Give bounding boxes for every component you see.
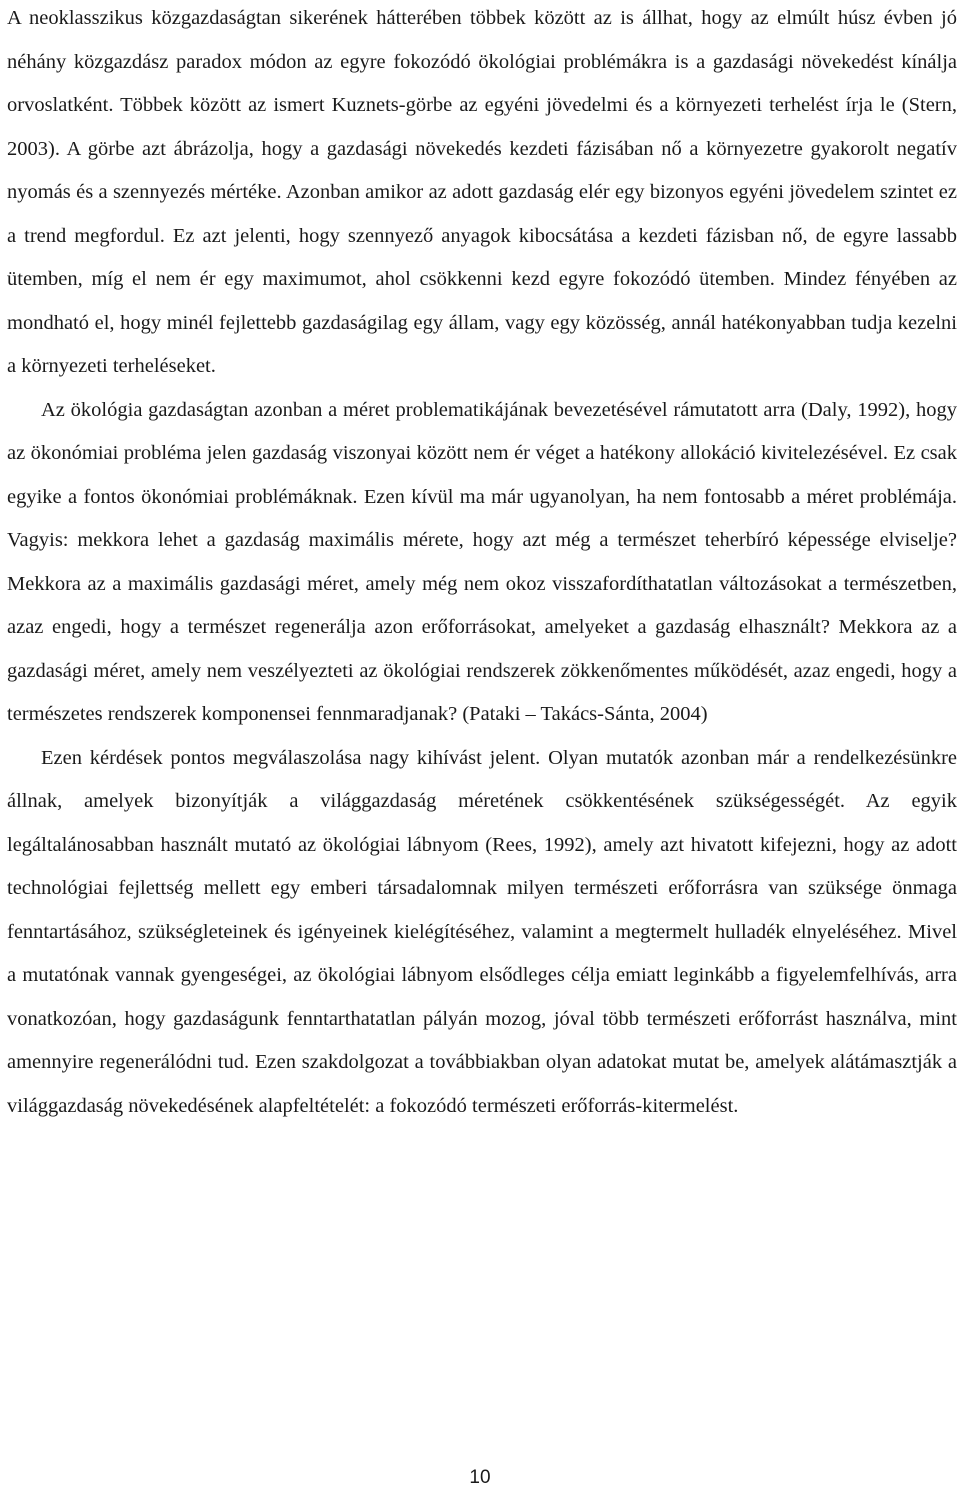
page-number: 10 bbox=[469, 1467, 491, 1488]
document-page bbox=[7, 0, 957, 1128]
paragraph-ecological-economics: Az ökológia gazdaságtan azonban a méret problematikájának bevezetésével rámutatott arra (Daly, 1992), hogy az ökonómiai probléma jelen gazdaság viszonyai között nem ér véget a hatékony allokáció kivitelezésével. Ez csak egyike a fontos ökonómiai problémáknak. Ezen kívül ma már ugyanolyan, ha nem fontosabb a méret problémája. Vagyis: mekkora lehet a gazdaság maximális mérete, hogy azt még a természet teherbíró képessége elviselje? Mekkora az a maximális gazdasági méret, amely még nem okoz visszafordíthatatlan változásokat a természetben, azaz engedi, hogy a természet regenerálja azon erőforrásokat, amelyeket a gazdaság elhasznált? Mekkora az a gazdasági méret, amely nem veszélyezteti az ökológiai rendszerek zökkenőmentes működését, azaz engedi, hogy a természetes rendszerek komponensei fennmaradjanak? (Pataki – Takács-Sánta, 2004) bbox=[7, 398, 957, 725]
paragraph-kuznets-curve: A neoklasszikus közgazdaságtan sikerének hátterében többek között az is állhat, hogy az elmúlt húsz évben jó néhány közgazdász paradox módon az egyre fokozódó ökológiai problémákra is a gazdasági növekedést kínálja orvoslatként. Többek között az ismert Kuznets-görbe az egyéni jövedelmi és a környezeti terhelést írja le (Stern, 2003). A görbe azt ábrázolja, hogy a gazdasági növekedés kezdeti fázisában nő a környezetre gyakorolt negatív nyomás és a szennyezés mértéke. Azonban amikor az adott gazdaság elér egy bizonyos egyéni jövedelem szintet ez a trend megfordul. Ez azt jelenti, hogy szennyező anyagok kibocsátása a kezdeti fázisban nő, de egyre lassabb ütemben, míg el nem ér egy maximumot, ahol csökkenni kezd egyre fokozódó ütemben. Mindez fényében az mondható el, hogy minél fejlettebb gazdaságilag egy állam, vagy egy közösség, annál hatékonyabban tudja kezelni a környezeti terheléseket. bbox=[7, 7, 957, 377]
paragraph-ecological-footprint: Ezen kérdések pontos megválaszolása nagy kihívást jelent. Olyan mutatók azonban már a rendelkezésünkre állnak, amelyek bizonyítják a világgazdaság méretének csökkentésének szükségességét. Az egyik legáltalánosabban használt mutató az ökológiai lábnyom (Rees, 1992), amely azt hivatott kifejezni, hogy az adott technológiai fejlettség mellett egy emberi társadalomnak milyen természeti erőforrásra van szüksége önmaga fenntartásához, szükségleteinek és igényeinek kielégítéséhez, valamint a megtermelt hulladék elnyeléséhez. Mivel a mutatónak vannak gyengeségei, az ökológiai lábnyom elsődleges célja emiatt leginkább a figyelemfelhívás, arra vonatkozóan, hogy gazdaságunk fenntarthatatlan pályán mozog, jóval több természeti erőforrást használva, mint amennyire regenerálódni tud. Ezen szakdolgozat a továbbiakban olyan adatokat mutat be, amelyek alátámasztják a világgazdaság növekedésének alapfeltételét: a fokozódó természeti erőforrás-kitermelést. bbox=[7, 746, 957, 1117]
